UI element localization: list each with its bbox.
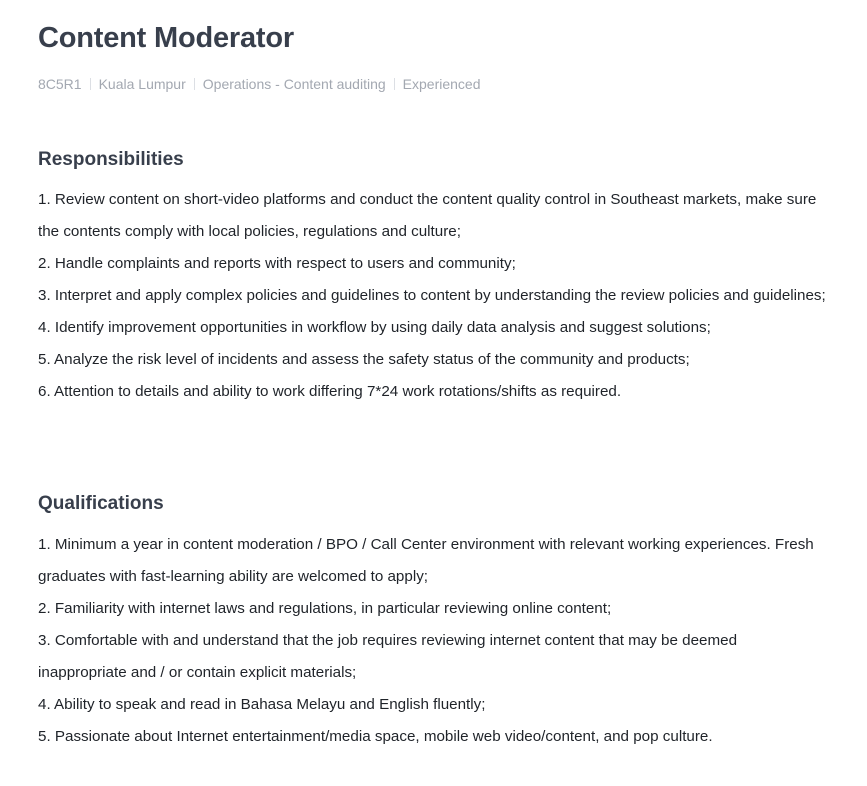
- qualifications-heading: Qualifications: [38, 493, 164, 514]
- responsibility-item: 2. Handle complaints and reports with respect to users and community;: [38, 255, 516, 272]
- job-meta: [38, 75, 480, 93]
- job-location: Kuala Lumpur: [98, 76, 186, 92]
- meta-divider: [194, 78, 195, 90]
- meta-divider: [394, 78, 395, 90]
- qualifications-list: [38, 529, 828, 753]
- qualification-item: 2. Familiarity with internet laws and regulations, in particular reviewing online content;: [38, 600, 612, 617]
- responsibilities-list: [38, 184, 828, 408]
- meta-divider: [90, 78, 91, 90]
- qualification-item: 1. Minimum a year in content moderation / BPO / Call Center environment with relevant working experiences. Fresh graduates with fast-learning ability are welcomed to apply;: [38, 536, 814, 585]
- qualification-item: 4. Ability to speak and read in Bahasa Melayu and English fluently;: [38, 696, 486, 713]
- qualification-item: 5. Passionate about Internet entertainment/media space, mobile web video/content, and pop culture.: [38, 728, 713, 745]
- job-title: Content Moderator: [38, 22, 294, 54]
- job-code: 8C5R1: [38, 76, 82, 92]
- responsibility-item: 6. Attention to details and ability to work differing 7*24 work rotations/shifts as required.: [38, 383, 622, 400]
- job-department: Operations - Content auditing: [202, 76, 386, 92]
- responsibility-item: 4. Identify improvement opportunities in workflow by using daily data analysis and suggest solutions;: [38, 319, 711, 336]
- responsibility-item: 3. Interpret and apply complex policies and guidelines to content by understanding the review policies and guidelines;: [38, 287, 826, 304]
- job-level: Experienced: [402, 76, 481, 92]
- responsibilities-heading: Responsibilities: [38, 149, 184, 170]
- responsibility-item: 5. Analyze the risk level of incidents and assess the safety status of the community and products;: [38, 351, 690, 368]
- responsibility-item: 1. Review content on short-video platforms and conduct the content quality control in Southeast markets, make sure the contents comply with local policies, regulations and culture;: [38, 191, 817, 240]
- qualification-item: 3. Comfortable with and understand that the job requires reviewing internet content that may be deemed inappropriate and / or contain explicit materials;: [38, 632, 738, 681]
